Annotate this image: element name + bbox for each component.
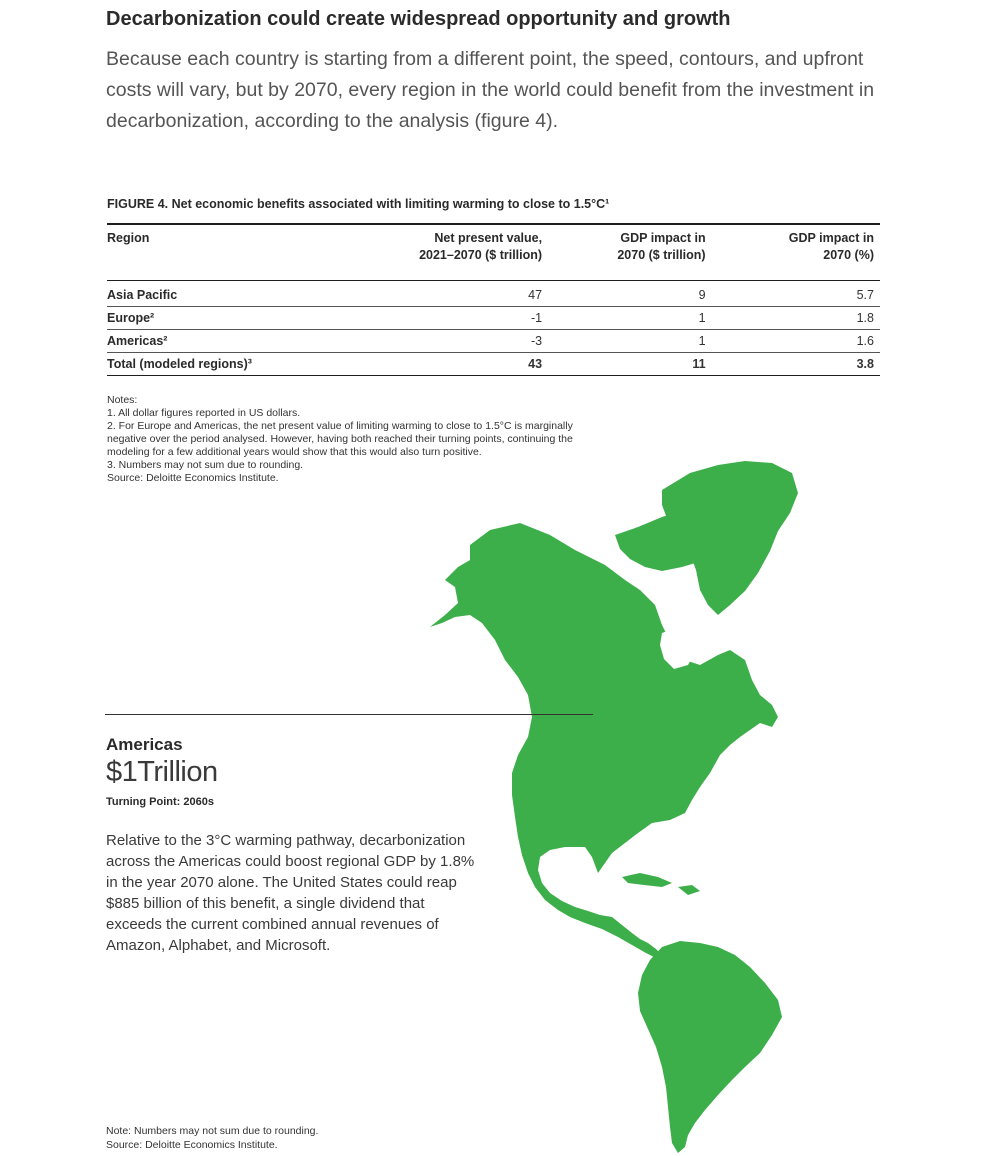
americas-map	[400, 455, 800, 1155]
footer-notes	[106, 1124, 318, 1152]
gdp-header-line1: GDP impact in	[620, 231, 706, 245]
region-value: $1Trillion	[106, 756, 218, 788]
column-header-region: Region	[107, 224, 359, 281]
region-body-text: Relative to the 3°C warming pathway, decarbonization across the Americas could boost regional GDP by 1.8% in the year 2070 alone. The United States could reap $885 billion of this benefit, a single dividend that exceeds the current combined annual revenues of Amazon, Alphabet, and Microsoft.	[106, 832, 475, 954]
americas-landmass	[430, 461, 798, 1153]
row-region: Total (modeled regions)³	[107, 353, 359, 376]
row-npv: 43	[359, 353, 548, 376]
note-line: 3. Numbers may not sum due to rounding.	[107, 459, 304, 471]
hispaniola-shape	[678, 885, 700, 895]
column-header-pct	[712, 224, 880, 281]
section-divider	[105, 714, 593, 715]
south-america-shape	[638, 941, 782, 1153]
gdp-header-line2: 2070 ($ trillion)	[617, 248, 706, 262]
region-name: Americas	[106, 735, 183, 754]
headline: Decarbonization could create widespread opportunity and growth	[106, 8, 731, 30]
note-line: negative over the period analysed. However, having both reached their turning points, continuing the	[107, 433, 573, 445]
note-line: Notes:	[107, 394, 138, 406]
note-line: Source: Deloitte Economics Institute.	[107, 472, 279, 484]
row-gdp: 1	[548, 330, 712, 353]
note-line: 2. For Europe and Americas, the net present value of limiting warming to close to 1.5°C is marginally	[107, 420, 573, 432]
row-npv: 47	[359, 281, 548, 307]
table-total-row	[107, 353, 880, 376]
footer-source: Source: Deloitte Economics Institute.	[106, 1139, 278, 1151]
row-gdp: 1	[548, 307, 712, 330]
figure-caption: FIGURE 4. Net economic benefits associated with limiting warming to close to 1.5°C¹	[107, 197, 610, 211]
footer-note: Note: Numbers may not sum due to rounding.	[106, 1125, 319, 1137]
pct-header-line1: GDP impact in	[788, 231, 874, 245]
table-header-row	[107, 224, 880, 281]
table-row	[107, 330, 880, 353]
greenland-shape	[662, 461, 798, 615]
row-pct: 1.8	[712, 307, 880, 330]
npv-header-line2: 2021–2070 ($ trillion)	[419, 248, 543, 262]
benefits-table	[107, 223, 880, 376]
row-region: Asia Pacific	[107, 281, 359, 307]
row-gdp: 9	[548, 281, 712, 307]
table-row	[107, 281, 880, 307]
intro-paragraph: Because each country is starting from a different point, the speed, contours, and upfront costs will vary, but by 2070, every region in the world could benefit from the investment in decarbonization, according to the analysis (figure 4).	[106, 48, 875, 132]
pct-header-line2: 2070 (%)	[823, 248, 874, 262]
npv-header-line1: Net present value,	[434, 231, 543, 245]
note-line: modeling for a few additional years would show that this would also turn positive.	[107, 446, 482, 458]
row-pct: 1.6	[712, 330, 880, 353]
column-header-npv	[359, 224, 548, 281]
row-region: Americas²	[107, 330, 359, 353]
column-header-gdp	[548, 224, 712, 281]
row-pct: 3.8	[712, 353, 880, 376]
table-row	[107, 307, 880, 330]
turning-point: Turning Point: 2060s	[106, 796, 214, 808]
row-npv: -1	[359, 307, 548, 330]
note-line: 1. All dollar figures reported in US dollars.	[107, 407, 301, 419]
cuba-shape	[622, 873, 672, 887]
row-gdp: 11	[548, 353, 712, 376]
row-region: Europe²	[107, 307, 359, 330]
row-pct: 5.7	[712, 281, 880, 307]
row-npv: -3	[359, 330, 548, 353]
